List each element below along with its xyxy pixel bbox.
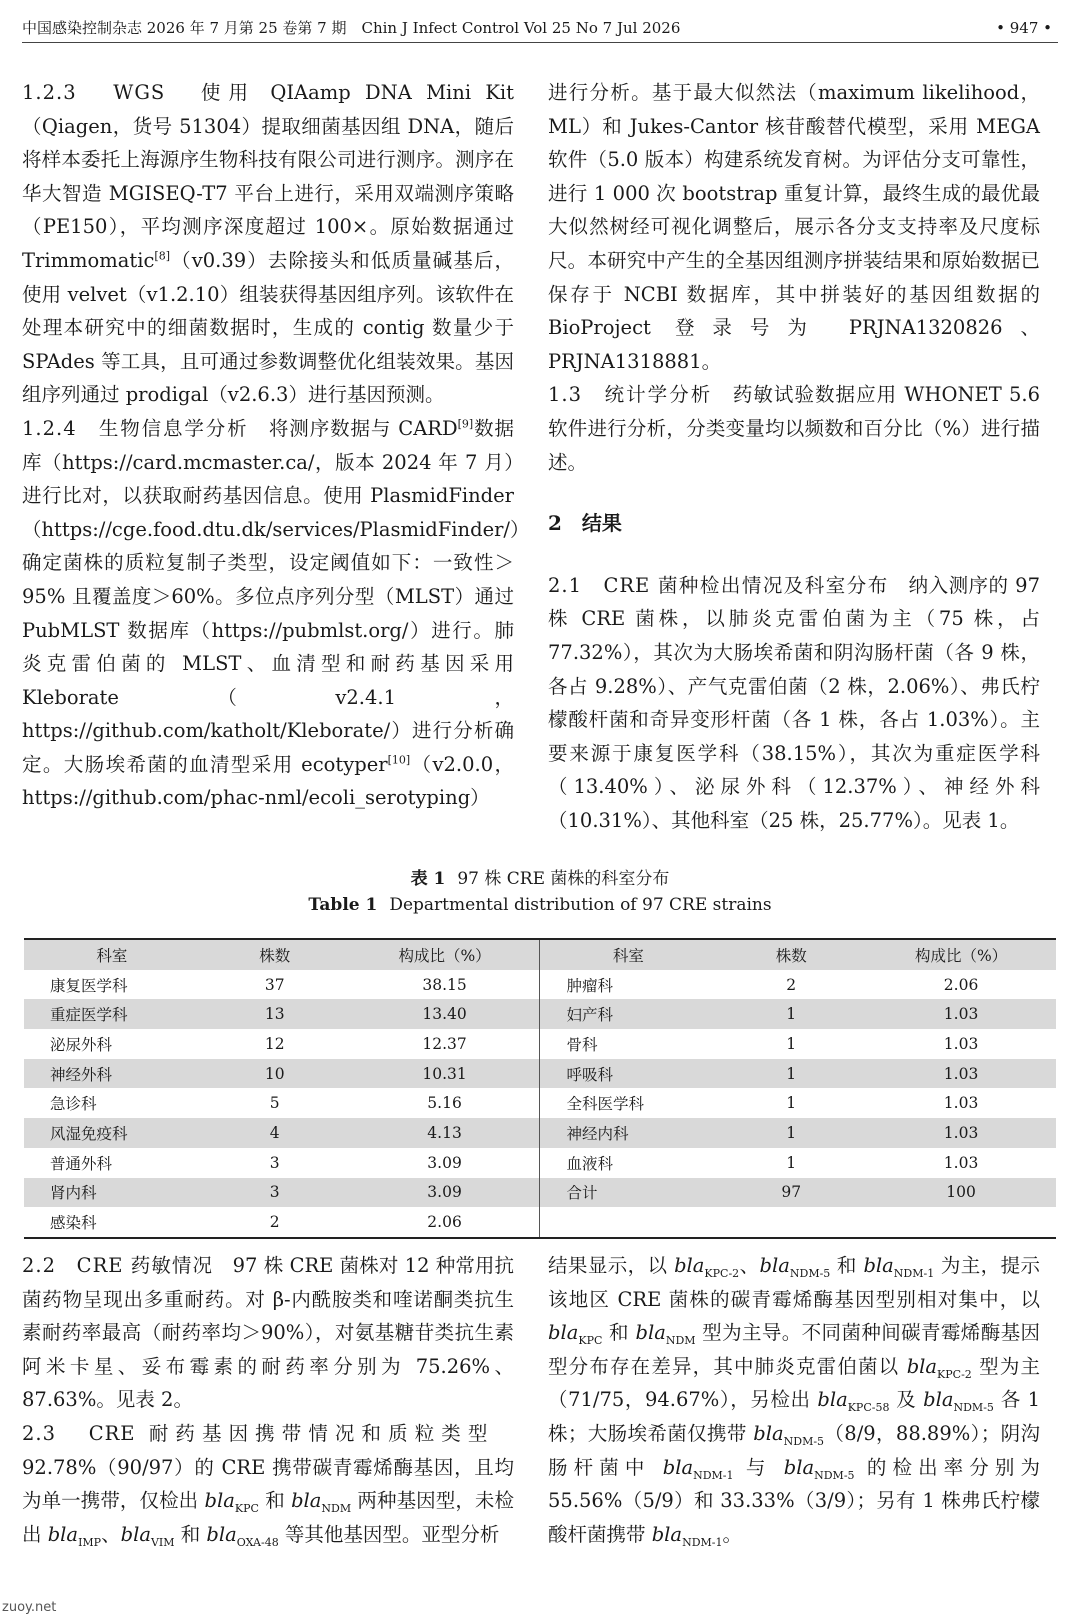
- gene-name: bla: [206, 1522, 237, 1546]
- paragraph-resistance-genes: 2.3 CRE 耐药基因携带情况和质粒类型 92.78%（90/97）的 CRE 携带碳青霉烯酶基因，且均为单一携带，仅检出 bla$_{KPC}$ 和 bla$_{NDM}$ 两种基因型，未检出 bla$_{IMP}$、bla$_{VIM}$ 和 bla$_{OXA-48}$ 等其他基因型。亚型分析: [22, 1421, 514, 1549]
- journal-citation: 中国感染控制杂志 2026 年 7 月第 25 卷第 7 期 Chin J Infect Control Vol 25 No 7 Jul 2026: [22, 19, 681, 37]
- paragraph-phylogeny: 进行分析。基于最大似然法（maximum likelihood，ML）和 Jukes-Cantor 核苷酸替代模型，采用 MEGA 软件（5.0 版本）构建系统发育树。为评估分支可靠性，进行 1 000 次 bootstrap 重复计算，最终生成的最优最大似然树经可视化调整后，展示各分支支持率及尺度标尺。本研究中产生的全基因组测序拼装结果和原始数据已保存于 NCBI 数据库，其中拼装好的基因组数据的 BioProject 登录号为 PRJNA1320826、PRJNA1318881。: [548, 81, 1040, 373]
- total-row-label: 合计: [540, 1178, 716, 1208]
- gene-name: bla: [923, 1388, 954, 1412]
- col-header: 科室: [540, 939, 716, 970]
- citation-ref[interactable]: [9]: [457, 417, 474, 431]
- table-row: 重症医学科 13 13.40 妇产科 1 1.03: [24, 999, 1056, 1029]
- section-heading-results: 2 结果: [548, 511, 622, 536]
- col-header: 株数: [259, 946, 291, 965]
- gene-name: bla: [204, 1489, 235, 1513]
- subsection-heading: 2.3 CRE 耐药基因携带情况和质粒类型: [22, 1421, 495, 1445]
- gene-name: bla: [753, 1421, 784, 1445]
- paragraph-drug-resistance: 2.2 CRE 药敏情况 97 株 CRE 菌株对 12 种常用抗菌药物呈现出多重耐药。对 β-内酰胺类和喹诺酮类抗生素耐药率最高（耐药率均＞90%），对氨基糖苷类抗生素阿米卡星、妥布霉素的耐药率分别为 75.26%、87.63%。见表 2。: [22, 1254, 514, 1412]
- gene-name: bla: [759, 1254, 790, 1277]
- gene-name: bla: [635, 1321, 666, 1345]
- paragraph-wgs: 1.2.3 WGS 使用 QIAamp DNA Mini Kit（Qiagen，货号 51304）提取细菌基因组 DNA，随后将样本委托上海源序生物科技有限公司进行测序。测序在华大智造 MGISEQ-T7 平台上进行，采用双端测序策略（PE150），平均测序深度超过 100×。原始数据通过 Trimmomatic[8]（v0.39）去除接头和低质量碱基后，使用 velvet（v1.2.10）组装获得基因组序列。该软件在处理本研究中的细菌数据时，生成的 contig 数量少于 SPAdes 等工具，且可通过参数调整优化组装效果。基因组序列通过 prodigal（v2.6.3）进行基因预测。: [22, 81, 514, 407]
- gene-name: bla: [674, 1254, 705, 1277]
- page-number: • 947 •: [996, 19, 1052, 37]
- table-row: 泌尿外科 12 12.37 骨科 1 1.03: [24, 1029, 1056, 1059]
- gene-name: bla: [783, 1455, 815, 1479]
- gene-name: bla: [662, 1455, 694, 1479]
- gene-name: bla: [548, 1321, 579, 1345]
- subsection-heading: 1.2.3 WGS: [22, 81, 166, 104]
- left-column-top: [22, 76, 530, 815]
- subsection-heading: 2.2 CRE 药敏情况: [22, 1254, 214, 1277]
- col-header: 构成比（%）: [914, 946, 1008, 965]
- gene-name: bla: [817, 1388, 848, 1412]
- paragraph-statistics: 1.3 统计学分析 药敏试验数据应用 WHONET 5.6 软件进行分析，分类变量均以频数和百分比（%）进行描述。: [548, 383, 1041, 474]
- department-table: [24, 938, 1056, 1239]
- gene-name: bla: [863, 1254, 894, 1277]
- gene-name: bla: [120, 1522, 151, 1546]
- right-column-top: [548, 76, 1040, 837]
- subsection-heading: 1.2.4 生物信息学分析: [22, 416, 249, 440]
- table-row: 风湿免疫科 4 4.13 神经内科 1 1.03: [24, 1118, 1056, 1148]
- table-caption-cn: 表 1 97 株 CRE 菌株的科室分布: [410, 869, 670, 889]
- citation-ref[interactable]: [8]: [154, 249, 170, 263]
- gene-name: bla: [906, 1354, 938, 1378]
- gene-name: bla: [651, 1522, 683, 1546]
- right-column-bottom: [548, 1249, 1040, 1551]
- left-column-bottom: [22, 1249, 514, 1551]
- subsection-heading: 2.1 CRE 菌种检出情况及科室分布: [548, 573, 889, 597]
- subsection-heading: 1.3 统计学分析: [548, 383, 713, 407]
- citation-ref[interactable]: [10]: [387, 753, 411, 767]
- paragraph-bioinformatics: 1.2.4 生物信息学分析 将测序数据与 CARD[9]数据库（https://card.mcmaster.ca/，版本 2024 年 7 月）进行比对，以获取耐药基因信息。使用 PlasmidFinder（https://cge.food.dtu.dk/services/PlasmidFinder/）确定菌株的质粒复制子类型，设定阈值如下：一致性＞95% 且覆盖度＞60%。多位点序列分型（MLST）通过 PubMLST 数据库（https://pubmlst.org/）进行。肺炎克雷伯菌的 MLST、血清型和耐药基因采用 Kleborate（v2.4.1，https://github.com/katholt/Kleborate/）进行分析确定。大肠埃希菌的血清型采用 ecotyper[10]（v2.0.0，https://github.com/phac-nml/ecoli_serotyping）: [22, 416, 530, 810]
- paragraph-species-distribution: 2.1 CRE 菌种检出情况及科室分布 纳入测序的 97 株 CRE 菌株，以肺炎克雷伯菌为主（75 株，占 77.32%），其次为大肠埃希菌和阴沟肠杆菌（各 9 株，各占 9.28%）、产气克雷伯菌（2 株，2.06%）、弗氏柠檬酸杆菌和奇异变形杆菌（各 1 株，各占 1.03%）。主要来源于康复医学科（38.15%），其次为重症医学科（13.40%）、泌尿外科（12.37%）、神经外科（10.31%）、其他科室（25 株，25.77%）。见表 1。: [548, 573, 1040, 832]
- paragraph-subtype-analysis: 结果显示，以 bla$_{KPC-2}$、bla$_{NDM-5}$ 和 bla$_{NDM-1}$ 为主，提示该地区 CRE 菌株的碳青霉烯酶基因型别相对集中，以 bla$_{KPC}$ 和 bla$_{NDM}$ 型为主导。不同菌种间碳青霉烯酶基因型分布存在差异，其中肺炎克雷伯菌以 bla$_{KPC-2}$ 型为主（71/75，94.67%），另检出 bla$_{KPC-58}$ 及 bla$_{NDM-5}$ 各 1 株；大肠埃希菌仅携带 bla$_{NDM-5}$（8/9，88.89%）；阴沟肠杆菌中 bla$_{NDM-1}$ 与 bla$_{NDM-5}$ 的检出率分别为 55.56%（5/9）和 33.33%（3/9）；另有 1 株弗氏柠檬酸杆菌携带 bla$_{NDM-1}$。: [548, 1254, 1041, 1549]
- table-caption-en: Table 1 Departmental distribution of 97 CRE strains: [308, 895, 772, 915]
- watermark-text: zuoy.net: [2, 1600, 57, 1615]
- table-row: 普通外科 3 3.09 血液科 1 1.03: [24, 1148, 1056, 1178]
- table-row: 康复医学科 37 38.15 肿瘤科 2 2.06: [24, 970, 1056, 1000]
- table-row: 神经外科 10 10.31 呼吸科 1 1.03: [24, 1059, 1056, 1089]
- running-header: [22, 16, 1058, 43]
- table-row: 急诊科 5 5.16 全科医学科 1 1.03: [24, 1088, 1056, 1118]
- col-header: 株数: [775, 946, 807, 965]
- table-row: 肾内科 3 3.09 合计 97 100: [24, 1178, 1056, 1208]
- table-header-row: [24, 939, 1056, 970]
- gene-name: bla: [291, 1489, 322, 1513]
- col-header: 科室: [96, 946, 128, 965]
- table-row: 感染科 2 2.06: [24, 1207, 1056, 1238]
- col-header: 构成比（%）: [398, 946, 491, 965]
- gene-name: bla: [47, 1522, 79, 1546]
